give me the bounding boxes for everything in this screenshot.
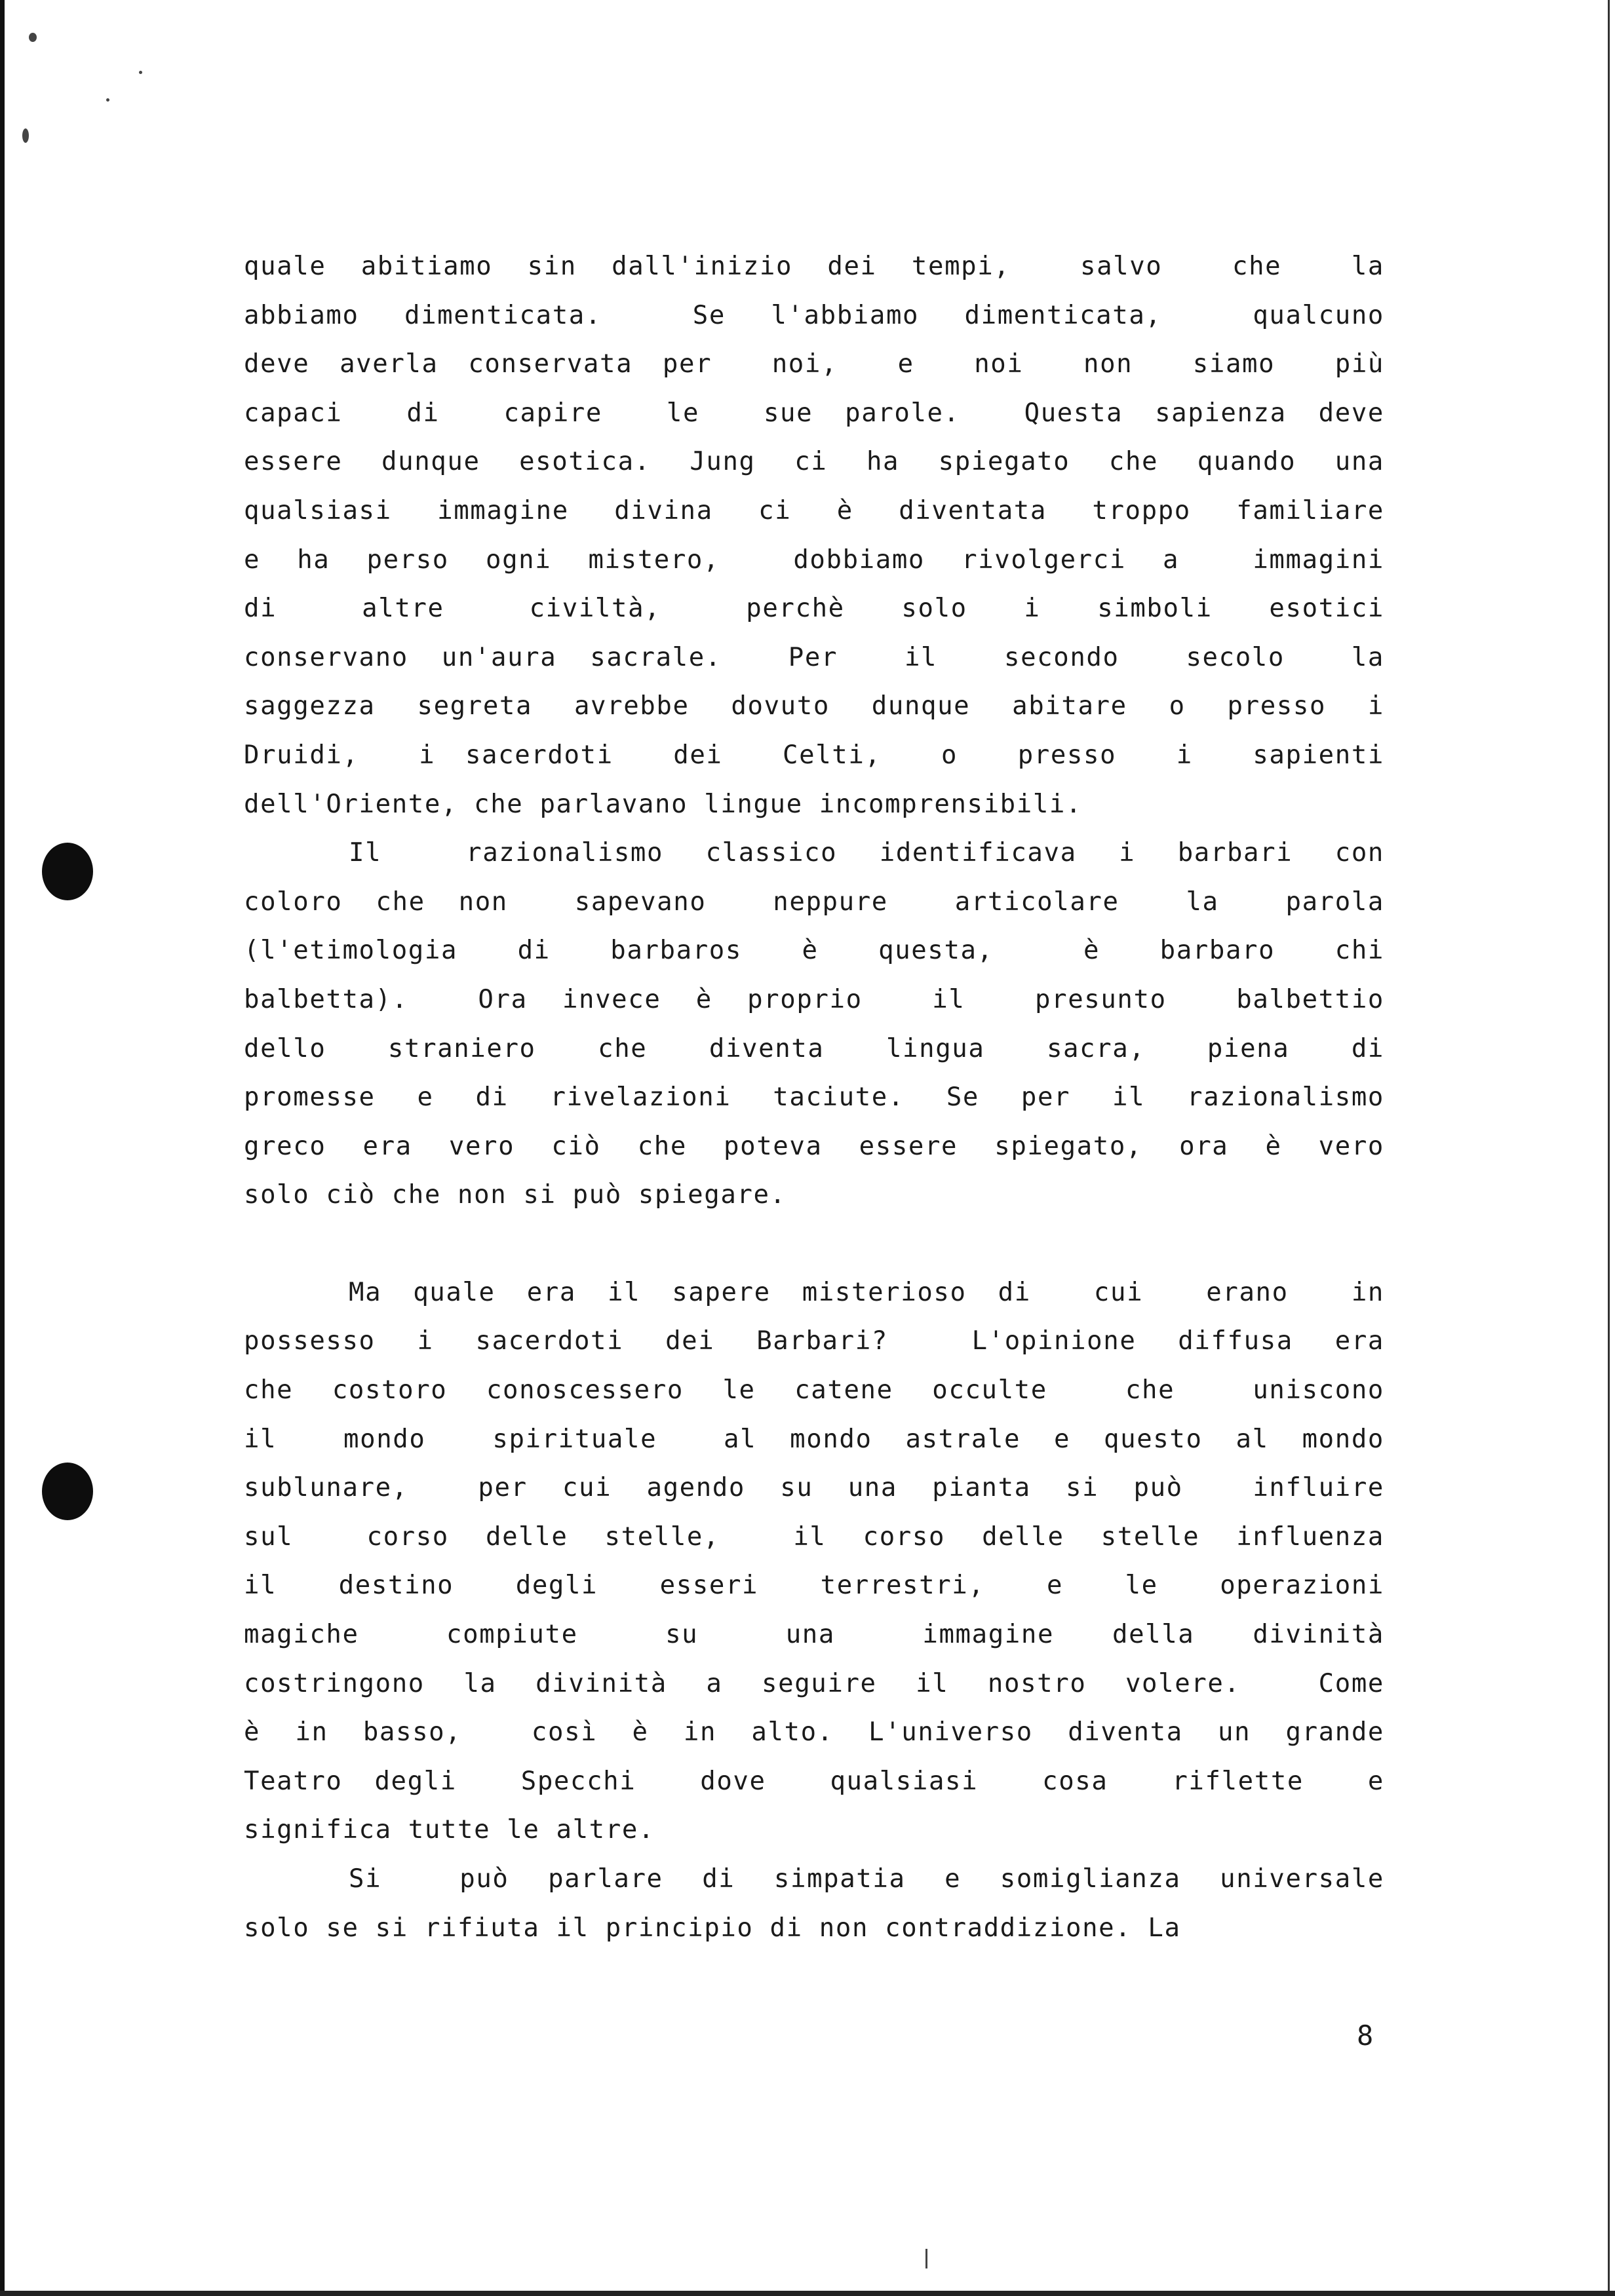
- text-line: il destino degli esseri terrestri, e le operazioni: [244, 1571, 1384, 1601]
- scan-speck: [925, 2249, 927, 2268]
- text-line: possesso i sacerdoti dei Barbari? L'opinione diffusa era: [244, 1326, 1384, 1356]
- scan-right-edge: [1608, 0, 1610, 2296]
- text-line: dello straniero che diventa lingua sacra, piena di: [244, 1033, 1384, 1063]
- text-line: saggezza segreta avrebbe dovuto dunque abitare o presso i: [244, 691, 1384, 721]
- text-line: significa tutte le altre.: [244, 1815, 655, 1845]
- text-line: dell'Oriente, che parlavano lingue incomprensibili.: [244, 789, 1083, 819]
- text-line: solo ciò che non si può spiegare.: [244, 1180, 787, 1210]
- text-line: costringono la divinità a seguire il nostro volere. Come: [244, 1668, 1384, 1698]
- text-line: abbiamo dimenticata. Se l'abbiamo dimenticata, qualcuno: [244, 300, 1384, 330]
- text-line: quale abitiamo sin dall'inizio dei tempi, salvo che la: [244, 252, 1384, 281]
- text-line: di altre civiltà, perchè solo i simboli esotici: [244, 594, 1384, 624]
- text-line: è in basso, così è in alto. L'universo diventa un grande: [244, 1717, 1384, 1748]
- text-line: balbetta). Ora invece è proprio il presunto balbettio: [244, 984, 1384, 1014]
- text-line: e ha perso ogni mistero, dobbiamo rivolgerci a immagini: [244, 545, 1384, 575]
- text-line: greco era vero ciò che poteva essere spiegato, ora è vero: [244, 1131, 1384, 1161]
- scan-speck: [106, 98, 109, 102]
- scan-speck: [22, 128, 29, 143]
- scan-speck: [139, 71, 142, 74]
- text-line: coloro che non sapevano neppure articolare la parola: [244, 887, 1384, 917]
- text-line: che costoro conoscessero le catene occulte che uniscono: [244, 1375, 1384, 1406]
- text-line: Teatro degli Specchi dove qualsiasi cosa riflette e: [244, 1766, 1384, 1796]
- text-line: deve averla conservata per noi, e noi non siamo più: [244, 349, 1384, 379]
- text-line: sublunare, per cui agendo su una pianta si può influire: [244, 1473, 1384, 1503]
- text-line: qualsiasi immagine divina ci è diventata troppo familiare: [244, 495, 1384, 526]
- paragraph: [244, 242, 1384, 829]
- paragraph-gap: [244, 1220, 1384, 1269]
- text-line: (l'etimologia di barbaros è questa, è barbaro chi: [244, 936, 1384, 966]
- text-line: conservano un'aura sacrale. Per il secondo secolo la: [244, 642, 1384, 672]
- paragraph: [244, 1855, 1384, 1953]
- text-line: sul corso delle stelle, il corso delle stelle influenza: [244, 1521, 1384, 1552]
- page-number: 8: [1357, 2019, 1374, 2052]
- document-body: [244, 242, 1384, 1953]
- text-line: solo se si rifiuta il principio di non contraddizione. La: [244, 1913, 1181, 1943]
- text-line: il mondo spirituale al mondo astrale e questo al mondo: [244, 1424, 1384, 1454]
- scan-speck: [29, 33, 37, 42]
- punch-hole: [42, 1463, 93, 1520]
- text-line: Si può parlare di simpatia e somiglianza universale: [349, 1864, 1384, 1894]
- scan-left-edge: [0, 0, 5, 2296]
- paragraph: [244, 829, 1384, 1220]
- paragraph: [244, 1269, 1384, 1855]
- scan-bottom-edge: [0, 2291, 1615, 2296]
- text-line: promesse e di rivelazioni taciute. Se per il razionalismo: [244, 1082, 1384, 1113]
- text-line: Il razionalismo classico identificava i barbari con: [349, 838, 1384, 868]
- text-line: Druidi, i sacerdoti dei Celti, o presso i sapienti: [244, 740, 1384, 770]
- text-line: essere dunque esotica. Jung ci ha spiegato che quando una: [244, 447, 1384, 477]
- text-line: capaci di capire le sue parole. Questa sapienza deve: [244, 398, 1384, 428]
- punch-hole: [42, 843, 93, 900]
- text-line: magiche compiute su una immagine della divinità: [244, 1620, 1384, 1650]
- text-line: Ma quale era il sapere misterioso di cui erano in: [349, 1277, 1384, 1307]
